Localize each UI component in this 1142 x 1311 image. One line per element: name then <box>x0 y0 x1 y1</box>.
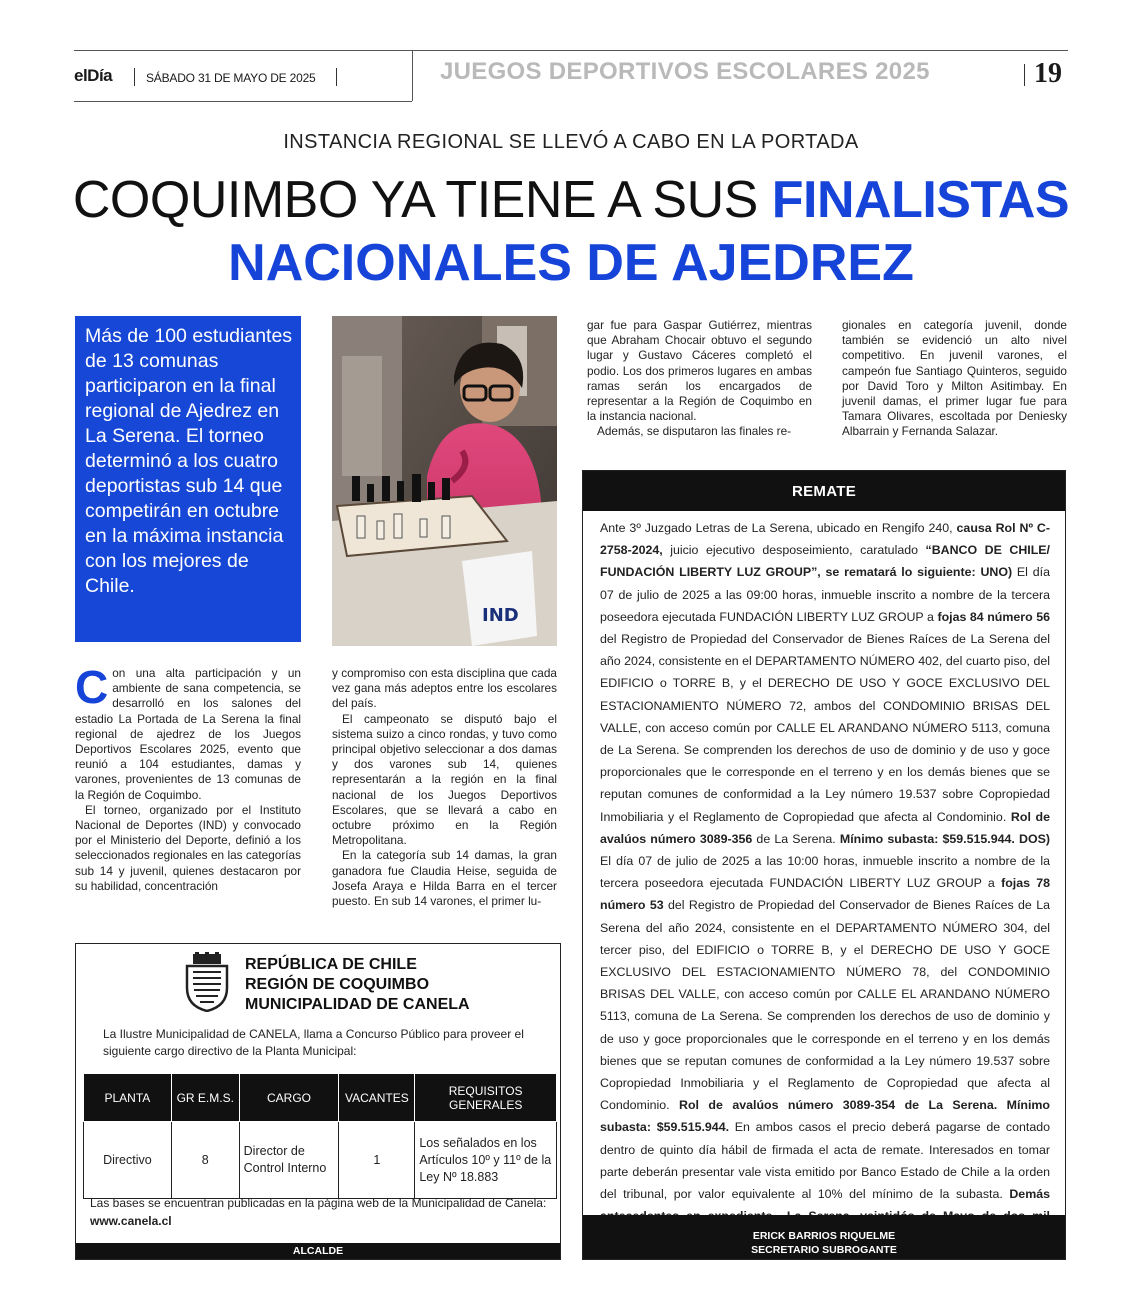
remate-signature <box>583 1215 1065 1259</box>
lead-box: Más de 100 estudiantes de 13 comunas participaron en la final regional de Ajedrez en La Serena. El torneo determinó a los cuatro deportistas sub 14 que competirán en octubre en la máxima instancia con los mejores de Chile. <box>75 316 301 642</box>
canela-title-2: REGIÓN DE COQUIMBO <box>245 976 430 993</box>
article-column-2 <box>332 666 557 909</box>
table-header: VACANTES <box>339 1074 415 1122</box>
article-photo <box>332 316 557 646</box>
table-cell: Directivo <box>84 1122 172 1199</box>
headline-line-2: NACIONALES DE AJEDREZ <box>228 234 914 292</box>
photo-sign-text: IND <box>482 605 519 626</box>
column-text: Además, se disputaron las finales re- <box>597 424 792 439</box>
newspaper-brand: elDía <box>74 66 113 85</box>
table-header: PLANTA <box>84 1074 172 1122</box>
headline-plain: COQUIMBO YA TIENE A SUS <box>72 171 772 229</box>
article-column-4 <box>842 318 1067 440</box>
headline-line-1 <box>0 170 1142 230</box>
table-header: CARGO <box>239 1074 339 1122</box>
header-bar <box>134 68 135 86</box>
canela-footer <box>90 1194 550 1230</box>
column-text: y compromiso con esta disciplina que cada vez gana más adeptos entre los escolares del país. <box>332 666 557 711</box>
table-cell: 8 <box>171 1122 239 1199</box>
table-cell: Director de Control Interno <box>239 1122 339 1199</box>
column-text: gar fue para Gaspar Gutiérrez, mientras que Abraham Chocair obtuvo el segundo lugar y Gustavo Cáceres completó el podio. Los dos primeros lugares en ambas ramas serán los encargados de representar a la Región de Coquimbo en la instancia nacional. <box>587 318 812 424</box>
header-rule-top <box>74 50 1068 51</box>
municipal-crest-icon <box>183 952 231 1012</box>
remate-heading: REMATE <box>583 471 1065 511</box>
table-header-row <box>84 1074 557 1122</box>
column-text: El campeonato se disputó bajo el sistema suizo a cinco rondas, y tuvo como principal objetivo seleccionar a dos damas y dos varones sub 14, quienes representarán a la región en la final nacional de los Juegos Deportivos Escolares, que se llevará a cabo en octubre próximo en la Región Metropolitana. <box>332 711 557 848</box>
canela-footer-text: Las bases se encuentran publicadas en la página web de la Municipalidad de Canela: <box>90 1196 547 1210</box>
article-kicker: INSTANCIA REGIONAL SE LLEVÓ A CABO EN LA PORTADA <box>283 131 859 153</box>
canela-website-link[interactable]: www.canela.cl <box>90 1214 172 1228</box>
header-separator <box>412 50 413 101</box>
article-column-1 <box>75 661 301 894</box>
page-number: 19 <box>1034 58 1062 89</box>
headline-highlight: FINALISTAS <box>771 171 1070 229</box>
signature-title: SECRETARIO SUBROGANTE <box>751 1244 897 1256</box>
drop-cap: C <box>75 661 109 713</box>
canela-signature: ALCALDE <box>76 1243 560 1259</box>
table-row <box>84 1122 557 1199</box>
canela-notice <box>75 943 561 1260</box>
remate-notice <box>582 470 1066 1260</box>
canela-title-3: MUNICIPALIDAD DE CANELA <box>245 996 470 1013</box>
section-title: JUEGOS DEPORTIVOS ESCOLARES 2025 <box>440 58 930 85</box>
issue-date: SÁBADO 31 DE MAYO DE 2025 <box>146 71 316 85</box>
table-header: REQUISITOS GENERALES <box>415 1074 557 1122</box>
column-text: El torneo, organizado por el Instituto Nacional de Deportes (IND) y convocado por el Ministerio del Deporte, definió a los seleccionados regionales en las categorías sub 14 y juvenil, quienes destacaron por su habilidad, concentración <box>75 802 301 893</box>
canela-title-1: REPÚBLICA DE CHILE <box>245 956 417 973</box>
header-bar <box>1024 64 1025 86</box>
column-text: En la categoría sub 14 damas, la gran ganadora fue Claudia Heise, seguida de Josefa Araya e Hilda Barra en el tercer puesto. En sub 14 varones, el primer lu- <box>332 848 557 909</box>
signature-name: ERICK BARRIOS RIQUELME <box>752 1230 896 1242</box>
column-text: on una alta participación y un ambiente de sana competencia, se desarrolló en los salones del estadio La Portada de La Serena la final regional de ajedrez de los Juegos Deportivos Escolares 2025, evento que reunió a 104 estudiantes, damas y varones, provenientes de 13 comunas de la Región de Coquimbo. <box>75 666 301 802</box>
table-header: GR E.M.S. <box>171 1074 239 1122</box>
header-bar <box>336 68 337 86</box>
table-cell: Los señalados en los Artículos 10º y 11º de la Ley Nº 18.883 <box>415 1122 557 1199</box>
canela-intro: La Ilustre Municipalidad de CANELA, llama a Concurso Público para proveer el siguiente cargo directivo de la Planta Municipal: <box>103 1027 524 1058</box>
article-column-3 <box>587 318 812 440</box>
position-table <box>83 1073 557 1199</box>
column-text: gionales en categoría juvenil, donde también se evidenció un alto nivel competitivo. En juvenil varones, el campeón fue Santiago Quinteros, seguido por David Toro y Milton Asitimbay. En juvenil damas, el primer lugar fue para Tamara Olivares, escoltada por Deniesky Albarrain y Fernanda Salazar. <box>842 318 1067 439</box>
table-cell: 1 <box>339 1122 415 1199</box>
header-rule-bottom <box>74 101 412 102</box>
remate-body: Ante 3º Juzgado Letras de La Serena, ubicado en Rengifo 240, causa Rol Nº C-2758-2024, juicio ejecutivo desposeimiento, caratulado “BANCO DE CHILE/ FUNDACIÓN LIBERTY LUZ GROUP”, se rematará lo siguiente: UNO) El día 07 de julio de 2025 a las 09:00 horas, inmueble inscrito a nombre de la tercera poseedora ejecutada FUNDACIÓN LIBERTY LUZ GROUP a fojas 84 número 56 del Registro de Propiedad del Conservador de Bienes Raíces de La Serena del año 2024, consistente en el DEPARTAMENTO NÚMERO 402, del cuarto piso, del EDIFICIO o TORRE B, y el DERECHO DE USO Y GOCE EXCLUSIVO DEL ESTACIONAMIENTO NÚMERO 72, ambos del CONDOMINIO BRISAS DEL VALLE, con acceso común por CALLE EL ARANDANO NÚMERO 5113, comuna de La Serena. Se comprenden los derechos de uso de dominio y de uso y goce proporcionales que le corresponde en el terreno y en los demás bienes que se reputan comunes de conformidad a la Ley número 19.537 sobre Copropiedad Inmobiliaria y el Reglamento de Copropiedad que afecta al Condominio. Rol de avalúos número 3089-356 de La Serena. Mínimo subasta: $59.515.944. DOS) El día 07 de julio de 2025 a las 10:00 horas, inmueble inscrito a nombre de la tercera poseedora ejecutada FUNDACIÓN LIBERTY LUZ GROUP a fojas 78 número 53 del Registro de Propiedad del Conservador de Bienes Raíces de La Serena del año 2024, consistente en el DEPARTAMENTO NÚMERO 304, del tercer piso, del EDIFICIO o TORRE B, y el DERECHO DE USO Y GOCE EXCLUSIVO DEL ESTACIONAMIENTO NÚMERO 78, del CONDOMINIO BRISAS DEL VALLE, con acceso común por CALLE EL ARANDANO NÚMERO 5113, comuna de La Serena. Se comprenden los derechos de uso de dominio y de uso y goce proporcionales que le corresponde en el terreno y en los demás bienes que se reputan comunes de conformidad a la Ley número 19.537 sobre Copropiedad Inmobiliaria y el Reglamento de Copropiedad que afecta al Condominio. Rol de avalúos número 3089-354 de La Serena. Mínimo subasta: $59.515.944. En ambos casos el precio deberá pagarse de contado dentro de quinto día hábil de firmada el acta de remate. Interesados en tomar parte deberán presentar vale vista emitido por Banco Estado de Chile a la orden del tribunal, por valor equivalente al 10% del mínimo de la subasta. Demás <box>600 521 1050 1202</box>
